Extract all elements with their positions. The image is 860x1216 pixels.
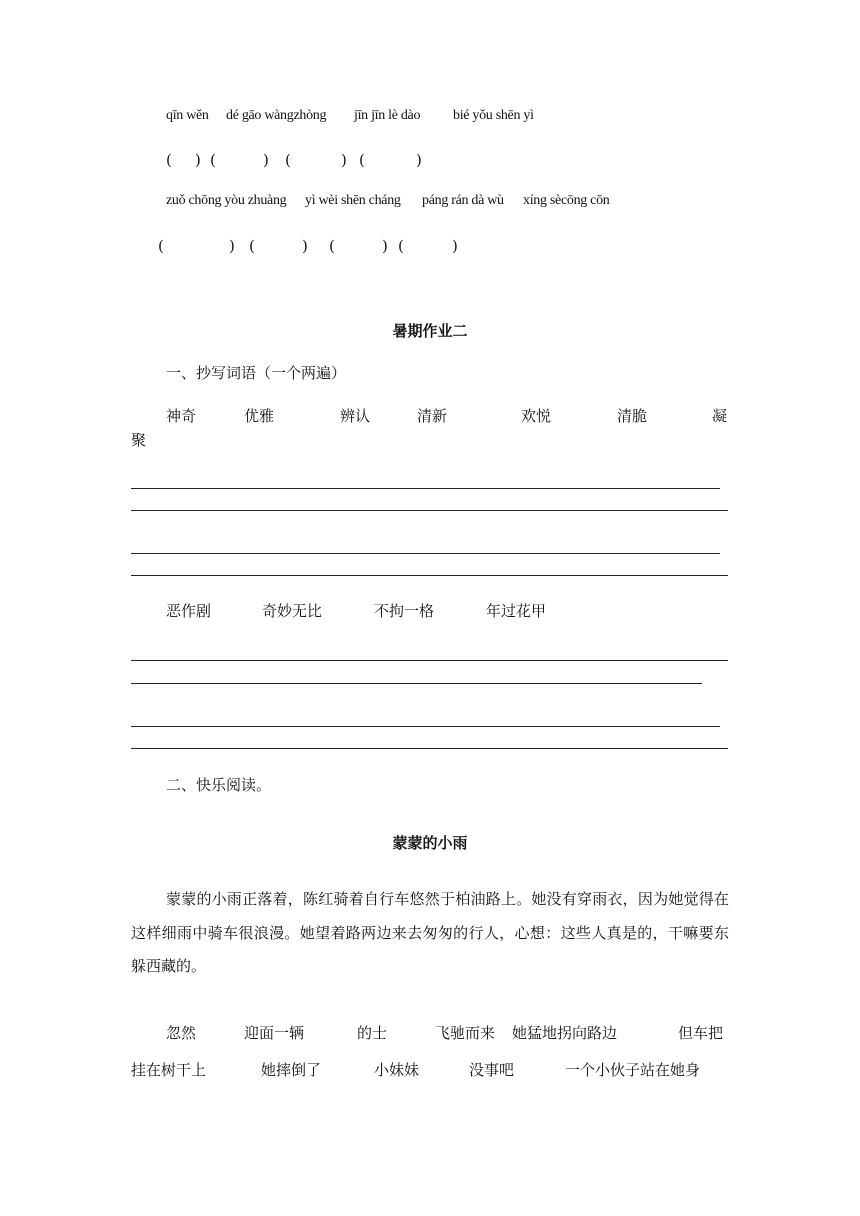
phrase: 迎面一辆 xyxy=(244,1024,305,1042)
section-title: 一、抄写词语（一个两遍） xyxy=(166,364,347,382)
writing-line[interactable] xyxy=(131,488,720,489)
word-item: 辨认 xyxy=(340,407,371,425)
phrase: 的士 xyxy=(357,1024,388,1042)
writing-line[interactable] xyxy=(131,575,728,576)
paren-close: ) xyxy=(452,237,458,255)
pinyin-item: bié yǒu shēn yì xyxy=(453,108,534,123)
phrase: 她摔倒了 xyxy=(261,1061,322,1079)
paren-close: ) xyxy=(382,237,388,255)
paren-close: ) xyxy=(302,237,308,255)
phrase: 飞驰而来 xyxy=(435,1024,496,1042)
paren-close: ) xyxy=(263,151,269,169)
paren-open: ( xyxy=(158,237,164,255)
pinyin-item: yì wèi shēn cháng xyxy=(305,193,401,208)
writing-line[interactable] xyxy=(131,726,720,727)
paren-close: ) xyxy=(416,151,422,169)
word-item: 奇妙无比 xyxy=(262,602,323,620)
word-item: 凝 xyxy=(712,407,728,425)
phrase: 忽然 xyxy=(166,1024,197,1042)
word-item: 欢悦 xyxy=(521,407,552,425)
writing-line[interactable] xyxy=(131,683,702,684)
paren-open: ( xyxy=(210,151,216,169)
story-paragraph: 蒙蒙的小雨正落着，陈红骑着自行车悠然于柏油路上。她没有穿雨衣，因为她觉得在这样细雨中骑车很浪漫。她望着路两边来去匆匆的行人，心想：这些人真是的，干嘛要东躲西藏的。 xyxy=(131,890,729,975)
phrase: 她猛地拐向路边 xyxy=(512,1024,618,1042)
pinyin-item: jīn jīn lè dào xyxy=(354,108,421,123)
pinyin-item: zuǒ chōng yòu zhuàng xyxy=(166,193,287,208)
word-item: 聚 xyxy=(131,431,147,449)
paren-open: ( xyxy=(329,237,335,255)
paren-open: ( xyxy=(249,237,255,255)
pinyin-item: dé gāo wàngzhòng xyxy=(226,108,327,123)
story-title: 蒙蒙的小雨 xyxy=(392,834,468,852)
writing-line[interactable] xyxy=(131,660,728,661)
word-item: 清脆 xyxy=(617,407,648,425)
page-title: 暑期作业二 xyxy=(392,322,468,340)
writing-line[interactable] xyxy=(131,553,720,554)
pinyin-item: qīn wěn xyxy=(166,108,209,123)
phrase: 一个小伙子站在她身 xyxy=(565,1061,701,1079)
phrase: 没事吧 xyxy=(469,1061,515,1079)
pinyin-item: páng rán dà wù xyxy=(422,193,504,208)
word-item: 恶作剧 xyxy=(166,602,212,620)
paren-open: ( xyxy=(359,151,365,169)
word-item: 清新 xyxy=(417,407,448,425)
word-item: 不拘一格 xyxy=(374,602,435,620)
paren-close: ) xyxy=(195,151,201,169)
paren-open: ( xyxy=(166,151,172,169)
word-item: 神奇 xyxy=(166,407,197,425)
writing-line[interactable] xyxy=(131,748,728,749)
word-item: 年过花甲 xyxy=(486,602,547,620)
writing-line[interactable] xyxy=(131,510,728,511)
word-item: 优雅 xyxy=(244,407,275,425)
phrase: 挂在树干上 xyxy=(131,1061,207,1079)
paren-open: ( xyxy=(398,237,404,255)
paren-open: ( xyxy=(285,151,291,169)
pinyin-item: xíng sècōng cōn xyxy=(523,193,610,208)
phrase: 但车把 xyxy=(678,1024,724,1042)
paren-close: ) xyxy=(229,237,235,255)
section-title: 二、快乐阅读。 xyxy=(166,776,272,794)
phrase: 小妹妹 xyxy=(374,1061,420,1079)
paren-close: ) xyxy=(341,151,347,169)
